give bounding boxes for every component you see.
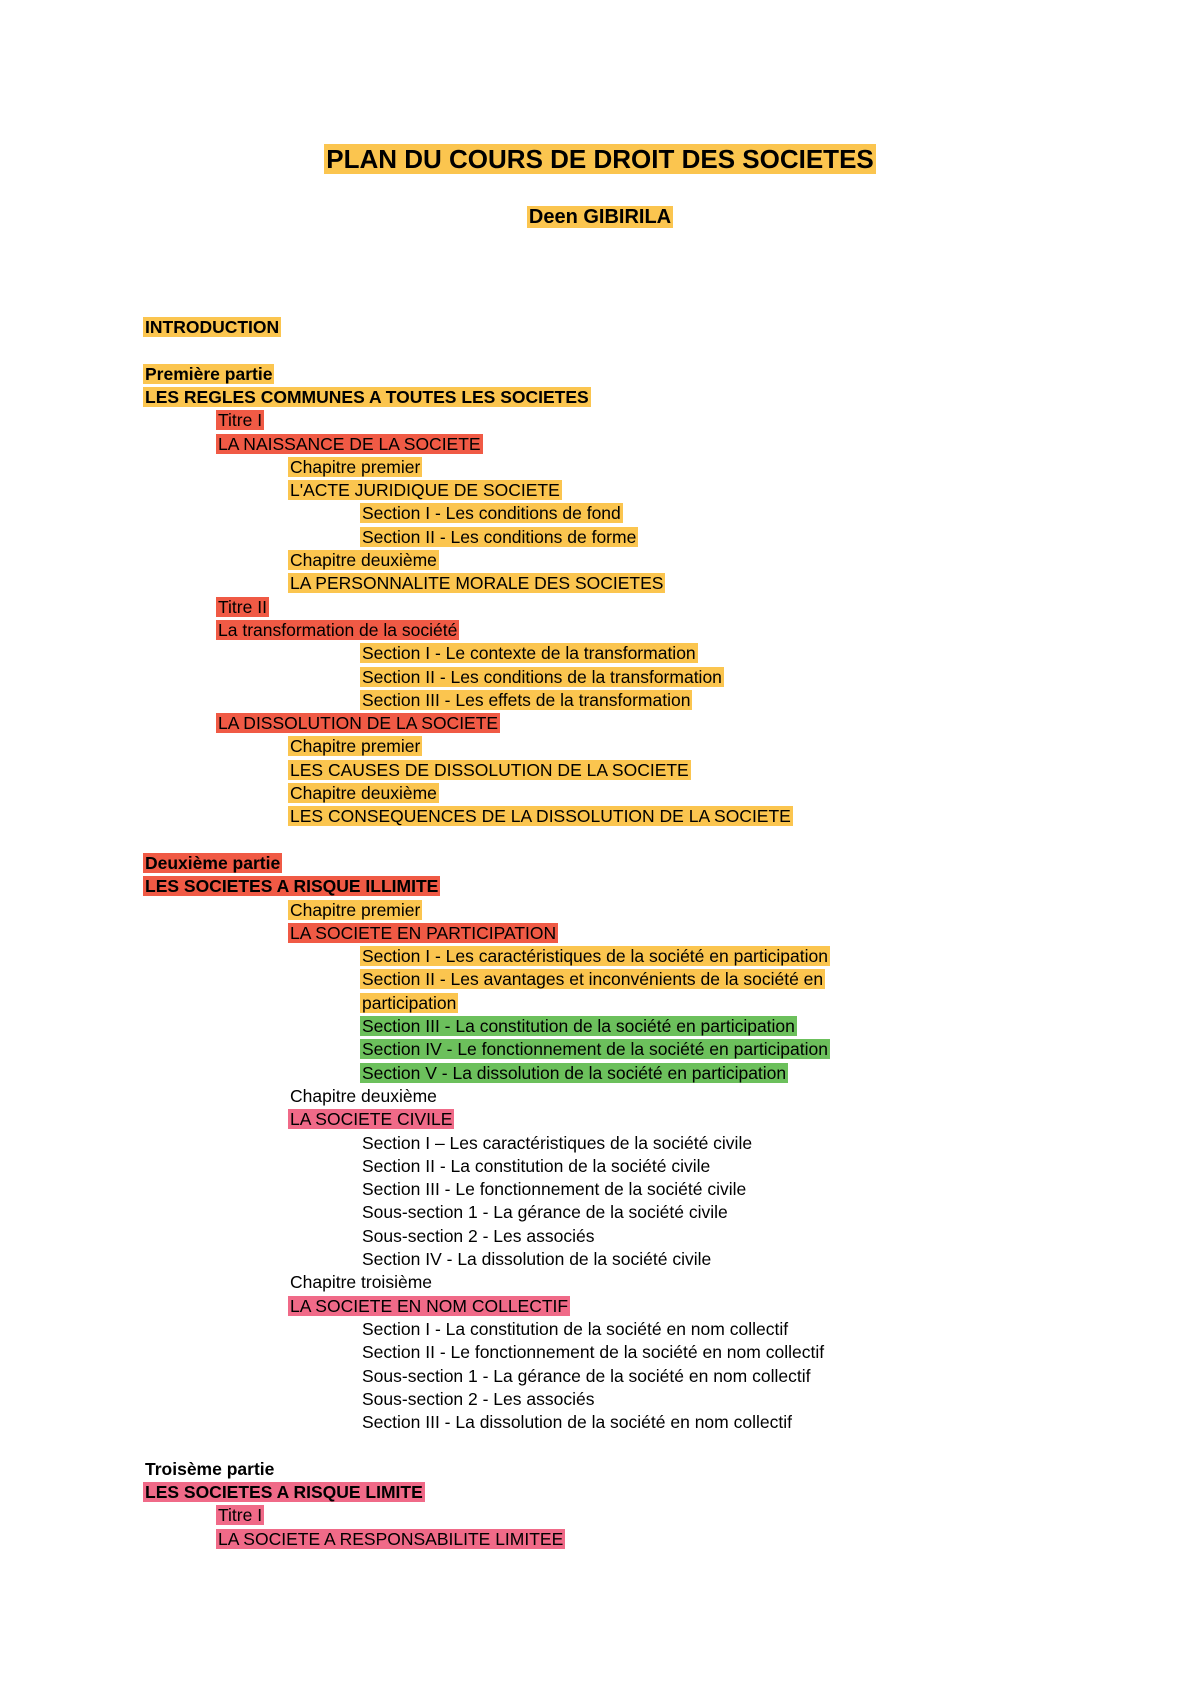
outline-line-text: Première partie bbox=[145, 363, 273, 384]
outline-line bbox=[216, 433, 483, 456]
outline-line-text: LES SOCIETES A RISQUE LIMITE bbox=[145, 1482, 423, 1502]
outline-line bbox=[288, 735, 422, 758]
outline-line bbox=[216, 409, 264, 432]
outline-line-text: LA PERSONNALITE MORALE DES SOCIETES bbox=[290, 573, 664, 594]
outline-line bbox=[288, 549, 439, 572]
outline-line-text: Sous-section 2 - Les associés bbox=[362, 1225, 595, 1246]
outline-line bbox=[288, 922, 558, 945]
outline-line bbox=[360, 502, 623, 525]
outline-line-text: Chapitre premier bbox=[290, 736, 421, 757]
outline-line bbox=[360, 1341, 826, 1364]
outline-line-text: Chapitre premier bbox=[290, 456, 421, 477]
outline-line bbox=[216, 1528, 565, 1551]
outline-line-text: Chapitre deuxième bbox=[290, 1085, 437, 1106]
outline-line-text: Section II - La constitution de la société civile bbox=[362, 1155, 711, 1176]
outline-line bbox=[288, 572, 665, 595]
outline-line-text: Titre II bbox=[218, 596, 267, 617]
outline-line-text: Chapitre premier bbox=[290, 899, 421, 920]
outline-line-text: Section II - Les conditions de la transformation bbox=[362, 666, 722, 687]
outline-line bbox=[360, 1155, 712, 1178]
outline-line bbox=[143, 363, 274, 386]
outline-line-text: Section V - La dissolution de la société en participation bbox=[362, 1062, 787, 1083]
outline-line-text: LES CAUSES DE DISSOLUTION DE LA SOCIETE bbox=[290, 759, 689, 780]
outline-line-text: Section III - Le fonctionnement de la société civile bbox=[362, 1179, 747, 1200]
outline-line-text: Section III - Les effets de la transformation bbox=[362, 689, 691, 710]
outline-line-text: LA SOCIETE A RESPONSABILITE LIMITEE bbox=[218, 1528, 564, 1549]
outline-line bbox=[360, 642, 698, 665]
outline-line-text: LA SOCIETE EN PARTICIPATION bbox=[290, 922, 557, 943]
outline-line-text: Titre I bbox=[218, 410, 263, 431]
outline-line bbox=[288, 1085, 439, 1108]
outline-line bbox=[360, 1201, 730, 1224]
outline-line bbox=[143, 316, 281, 339]
outline-line bbox=[216, 619, 459, 642]
outline-line bbox=[143, 1458, 276, 1481]
outline-line bbox=[288, 1271, 434, 1294]
outline-line-text: Chapitre deuxième bbox=[290, 550, 437, 570]
outline-line bbox=[143, 1481, 425, 1504]
outline-line-text: Section I - La constitution de la société en nom collectif bbox=[362, 1318, 789, 1339]
outline-line-text: LES CONSEQUENCES DE LA DISSOLUTION DE LA SOCIETE bbox=[290, 806, 791, 827]
outline-line bbox=[143, 852, 282, 875]
outline-line-text: Section II - Le fonctionnement de la société en nom collectif bbox=[362, 1342, 825, 1363]
outline-line-text: LA NAISSANCE DE LA SOCIETE bbox=[218, 433, 481, 454]
outline-line-text: LES SOCIETES A RISQUE ILLIMITE bbox=[145, 876, 439, 897]
outline-line-text: LES REGLES COMMUNES A TOUTES LES SOCIETES bbox=[145, 386, 589, 407]
outline-line bbox=[216, 1504, 264, 1527]
outline-line bbox=[216, 712, 500, 735]
outline-line bbox=[288, 479, 562, 502]
outline-line-text: Section IV - La dissolution de la société civile bbox=[362, 1249, 712, 1269]
outline-line bbox=[360, 1388, 596, 1411]
outline-line-text: L'ACTE JURIDIQUE DE SOCIETE bbox=[290, 480, 560, 501]
outline-line-text: Chapitre troisième bbox=[290, 1272, 432, 1293]
outline-line-text: Section III - La constitution de la société en participation bbox=[362, 1016, 795, 1036]
outline-line-text: Titre I bbox=[218, 1505, 263, 1526]
outline-line-text: Section I - Les caractéristiques de la société en participation bbox=[362, 946, 828, 967]
document-title bbox=[0, 142, 1200, 176]
document-title-text: PLAN DU COURS DE DROIT DES SOCIETES bbox=[326, 144, 874, 174]
document-author-text: Deen GIBIRILA bbox=[528, 206, 672, 228]
outline-line-text: LA SOCIETE CIVILE bbox=[290, 1109, 453, 1130]
outline-line bbox=[288, 1108, 454, 1131]
outline-line-text: participation bbox=[362, 992, 457, 1013]
outline-line bbox=[360, 1248, 713, 1271]
outline-line bbox=[360, 968, 825, 991]
outline-line bbox=[216, 596, 269, 619]
outline-line-text: Section II - Les conditions de forme bbox=[362, 526, 637, 547]
outline-line bbox=[360, 1038, 830, 1061]
outline-line bbox=[360, 1178, 748, 1201]
outline-line-text: Deuxième partie bbox=[145, 852, 281, 873]
outline-line bbox=[360, 526, 638, 549]
outline-line-text: LA DISSOLUTION DE LA SOCIETE bbox=[218, 713, 499, 734]
outline-line bbox=[360, 992, 458, 1015]
outline-line bbox=[360, 945, 830, 968]
outline-line-text: Section I – Les caractéristiques de la société civile bbox=[362, 1132, 753, 1153]
outline-line-text: Section I - Les conditions de fond bbox=[362, 503, 621, 524]
outline-line bbox=[288, 899, 422, 922]
outline-line bbox=[360, 1062, 788, 1085]
outline-line-text: Sous-section 2 - Les associés bbox=[362, 1388, 595, 1409]
outline-line bbox=[360, 1318, 790, 1341]
outline-line bbox=[360, 1015, 797, 1038]
outline-line-text: Section II - Les avantages et inconvénients de la société en bbox=[362, 969, 824, 990]
outline-line bbox=[360, 1132, 754, 1155]
outline-line bbox=[360, 1365, 812, 1388]
document-author bbox=[0, 203, 1200, 231]
outline-line bbox=[360, 689, 692, 712]
outline-line bbox=[360, 1225, 596, 1248]
outline-line bbox=[360, 666, 724, 689]
outline-line bbox=[288, 805, 793, 828]
outline-line bbox=[288, 759, 691, 782]
outline-line-text: Section III - La dissolution de la société en nom collectif bbox=[362, 1412, 792, 1433]
outline-line-text: Section IV - Le fonctionnement de la société en participation bbox=[362, 1039, 828, 1060]
outline-line-text: Chapitre deuxième bbox=[290, 783, 437, 803]
outline-line bbox=[143, 875, 440, 898]
outline-line bbox=[288, 1295, 570, 1318]
outline-line bbox=[143, 386, 591, 409]
outline-line bbox=[288, 456, 422, 479]
outline-line-text: Sous-section 1 - La gérance de la société en nom collectif bbox=[362, 1365, 811, 1386]
outline-line-text: LA SOCIETE EN NOM COLLECTIF bbox=[290, 1295, 569, 1316]
outline-line-text: Sous-section 1 - La gérance de la société civile bbox=[362, 1202, 728, 1223]
outline-line-text: Troisème partie bbox=[145, 1458, 275, 1479]
outline-line bbox=[360, 1411, 794, 1434]
outline-line-text: Section I - Le contexte de la transformation bbox=[362, 643, 696, 664]
outline-line-text: INTRODUCTION bbox=[145, 317, 280, 337]
outline-line bbox=[288, 782, 439, 805]
outline-line-text: La transformation de la société bbox=[218, 619, 458, 640]
